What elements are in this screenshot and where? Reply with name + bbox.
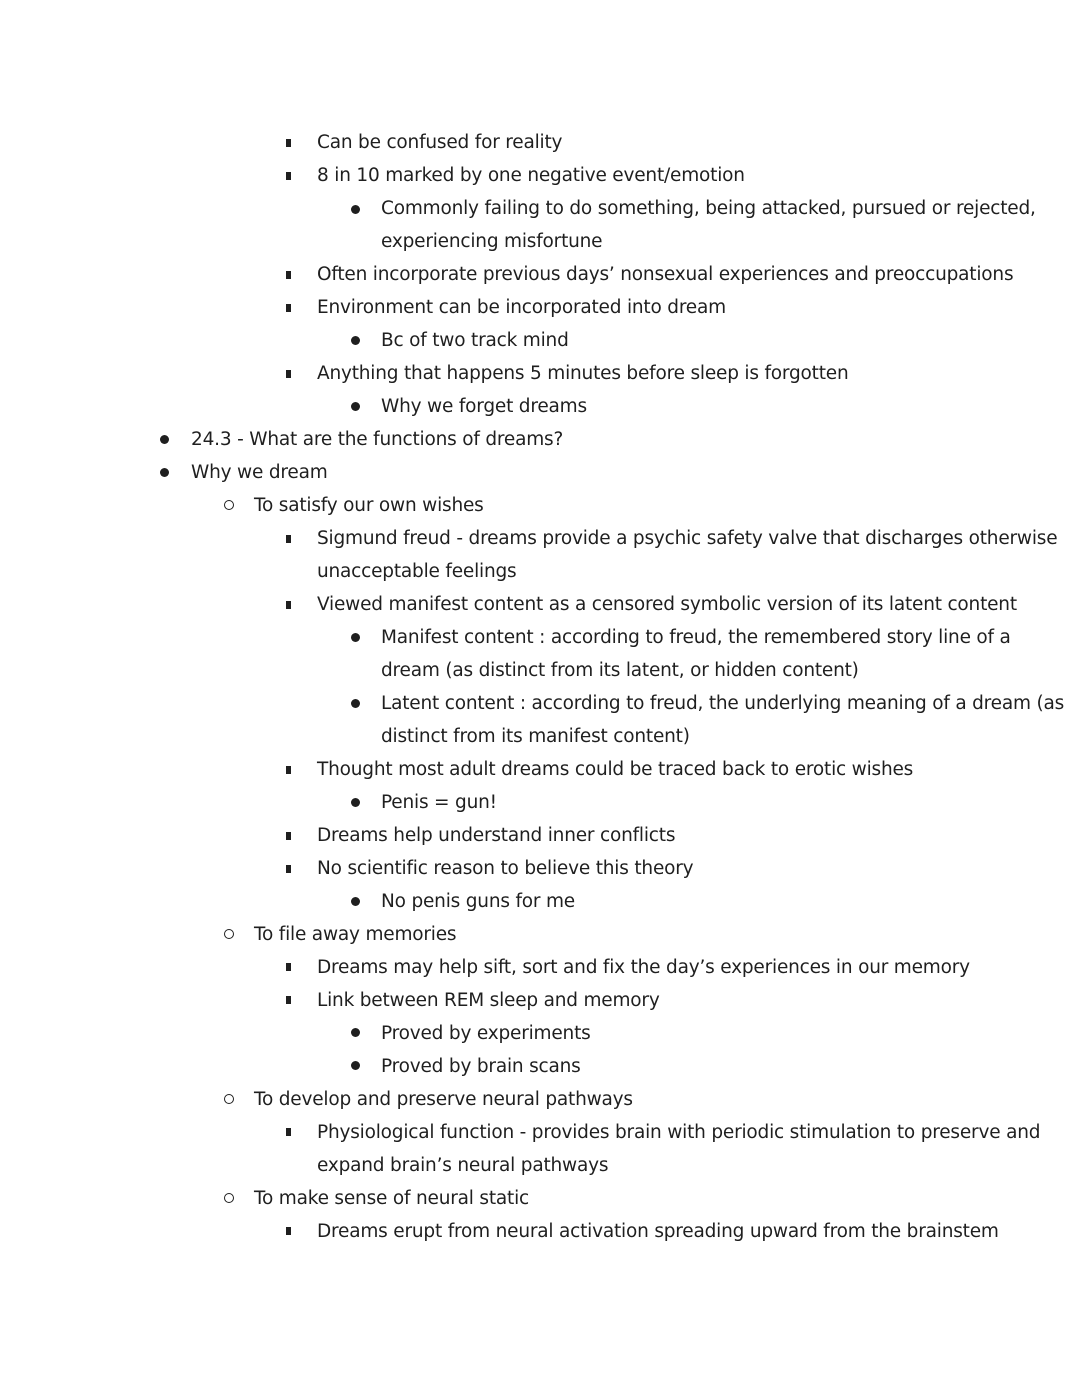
dot-bullet-icon	[160, 435, 169, 444]
note-line: To develop and preserve neural pathways	[254, 1089, 633, 1110]
note-line: No penis guns for me	[381, 891, 575, 912]
note-line: Dreams help understand inner conflicts	[317, 825, 676, 846]
note-line: Environment can be incorporated into dream	[317, 297, 726, 318]
circle-bullet-icon	[224, 500, 234, 510]
note-line: Manifest content : according to freud, the remembered story line of a	[381, 627, 1011, 648]
note-line: dream (as distinct from its latent, or hidden content)	[381, 660, 859, 681]
note-line: 24.3 - What are the functions of dreams?	[191, 429, 564, 450]
note-line: Physiological function - provides brain with periodic stimulation to preserve and	[317, 1122, 1041, 1143]
note-line: Why we forget dreams	[381, 396, 587, 417]
note-line: To file away memories	[254, 924, 457, 945]
dot-bullet-icon	[351, 1028, 360, 1037]
note-line: No scientific reason to believe this theory	[317, 858, 694, 879]
square-bullet-icon	[286, 865, 291, 873]
square-bullet-icon	[286, 963, 291, 971]
note-line: expand brain’s neural pathways	[317, 1155, 609, 1176]
circle-bullet-icon	[224, 1193, 234, 1203]
note-line: Anything that happens 5 minutes before sleep is forgotten	[317, 363, 849, 384]
note-line: 8 in 10 marked by one negative event/emotion	[317, 165, 745, 186]
dot-bullet-icon	[160, 468, 169, 477]
square-bullet-icon	[286, 601, 291, 609]
note-line: Bc of two track mind	[381, 330, 569, 351]
square-bullet-icon	[286, 996, 291, 1004]
dot-bullet-icon	[351, 205, 360, 214]
dot-bullet-icon	[351, 1061, 360, 1070]
note-line: Link between REM sleep and memory	[317, 990, 660, 1011]
note-line: Viewed manifest content as a censored symbolic version of its latent content	[317, 594, 1017, 615]
note-line: Commonly failing to do something, being attacked, pursued or rejected,	[381, 198, 1036, 219]
square-bullet-icon	[286, 172, 291, 180]
note-line: Often incorporate previous days’ nonsexual experiences and preoccupations	[317, 264, 1014, 285]
dot-bullet-icon	[351, 699, 360, 708]
note-line: Latent content : according to freud, the underlying meaning of a dream (as	[381, 693, 1065, 714]
square-bullet-icon	[286, 766, 291, 774]
square-bullet-icon	[286, 304, 291, 312]
dot-bullet-icon	[351, 633, 360, 642]
dot-bullet-icon	[351, 897, 360, 906]
circle-bullet-icon	[224, 929, 234, 939]
square-bullet-icon	[286, 1128, 291, 1136]
dot-bullet-icon	[351, 402, 360, 411]
note-line: unacceptable feelings	[317, 561, 517, 582]
note-line: To satisfy our own wishes	[254, 495, 484, 516]
note-line: experiencing misfortune	[381, 231, 603, 252]
note-line: Can be confused for reality	[317, 132, 563, 153]
note-line: Sigmund freud - dreams provide a psychic safety valve that discharges otherwise	[317, 528, 1058, 549]
note-line: Why we dream	[191, 462, 328, 483]
note-line: To make sense of neural static	[254, 1188, 529, 1209]
square-bullet-icon	[286, 535, 291, 543]
note-line: Proved by experiments	[381, 1023, 591, 1044]
note-line: Thought most adult dreams could be traced back to erotic wishes	[317, 759, 914, 780]
square-bullet-icon	[286, 370, 291, 378]
note-line: Dreams may help sift, sort and fix the day’s experiences in our memory	[317, 957, 970, 978]
square-bullet-icon	[286, 1227, 291, 1235]
square-bullet-icon	[286, 139, 291, 147]
square-bullet-icon	[286, 832, 291, 840]
dot-bullet-icon	[351, 336, 360, 345]
square-bullet-icon	[286, 271, 291, 279]
note-line: distinct from its manifest content)	[381, 726, 690, 747]
dot-bullet-icon	[351, 798, 360, 807]
note-line: Penis = gun!	[381, 792, 497, 813]
note-line: Dreams erupt from neural activation spreading upward from the brainstem	[317, 1221, 999, 1242]
note-line: Proved by brain scans	[381, 1056, 581, 1077]
circle-bullet-icon	[224, 1094, 234, 1104]
